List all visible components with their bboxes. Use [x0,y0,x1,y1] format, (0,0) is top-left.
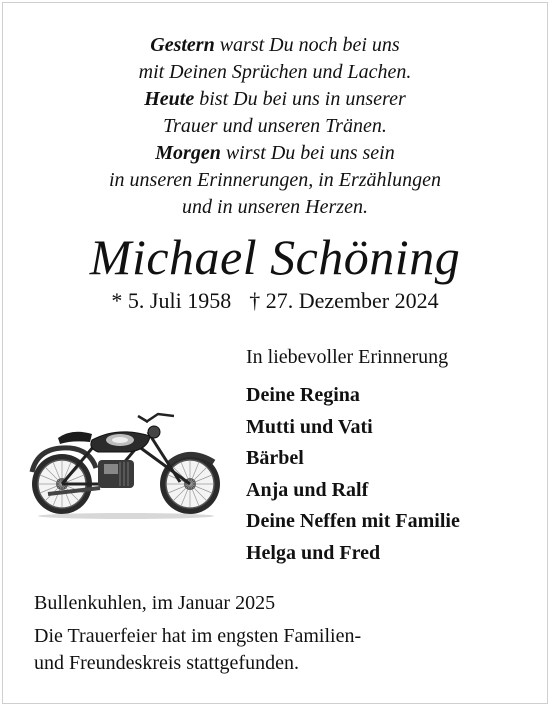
poem-line: Trauer und unseren Tränen. [163,115,387,137]
mourner: Deine Neffen mit Familie [246,510,460,533]
place-date: Bullenkuhlen, im Januar 2025 [34,592,276,614]
poem-line [0,86,550,113]
mourner: Anja und Ralf [246,478,369,501]
life-dates [0,288,550,314]
poem-line [0,32,550,59]
mourner: Deine Regina [246,384,360,406]
mourner: Mutti und Vati [246,415,373,438]
memorial-heading: In liebevoller Erinnerung [246,346,449,368]
mourners-list [246,380,460,570]
poem-text: wirst Du bei uns sein [225,142,395,164]
poem-line: mit Deinen Sprüchen und Lachen. [138,61,412,83]
birth-date: * 5. Juli 1958 [111,288,232,313]
mourner: Bärbel [246,447,304,470]
poem [0,32,550,221]
funeral-note-line: Die Trauerfeier hat im engsten Familien- [34,625,362,647]
poem-text: bist Du bei uns in unserer [199,88,406,110]
mourner: Helga und Fred [246,541,381,564]
poem-keyword: Morgen [155,142,221,164]
poem-stanza-tomorrow [0,140,550,221]
poem-line: und in unseren Herzen. [182,196,368,218]
footer [34,590,361,677]
poem-line [0,140,550,167]
poem-keyword: Gestern [150,34,215,56]
poem-stanza-yesterday [0,32,550,86]
death-date: † 27. Dezember 2024 [249,288,439,313]
deceased-name: Michael Schöning [89,229,461,285]
poem-keyword: Heute [144,88,195,110]
poem-stanza-today [0,86,550,140]
poem-text: warst Du noch bei uns [219,34,400,56]
funeral-note-line: und Freundeskreis stattgefunden. [34,652,299,674]
motorcycle-icon [28,402,224,520]
poem-line: in unseren Erinnerungen, in Erzählungen [108,169,441,191]
